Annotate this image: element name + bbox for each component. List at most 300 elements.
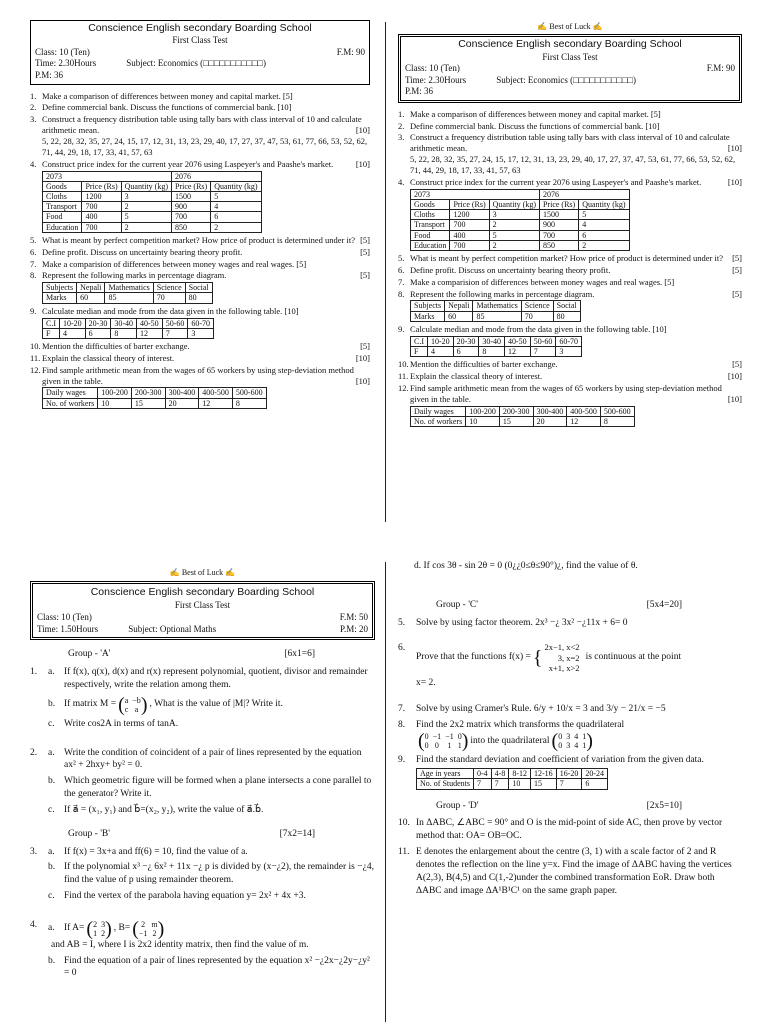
question-6: 6. Prove that the functions f(x) = { 2x−1, x<2 3, x=2 x+1, x>2 is continuous at the point x= 2. <box>398 642 682 688</box>
question-11: 11. E denotes the enlargement about the centre (3, 1) with a scale factor of 2 and R denotes the reflection on the line y=x. Find the image of ΔABC having the vertices A(2,3), B(4,5) and C(1,-2)under the combined transformation EoR. Draw both ΔABC and image ΔA¹B¹C¹ on the same graph paper. <box>398 847 732 896</box>
matrix-entry: 0 <box>434 741 439 751</box>
question-7: 7. Solve by using Cramer's Rule. 6/y + 10/x = 3 and 3/y − 21/x = −5 <box>398 703 666 714</box>
test-name: First Class Test <box>174 599 231 610</box>
question-6 <box>398 265 742 276</box>
table-cell: Social <box>553 301 580 311</box>
table-cell: 400-500 <box>199 388 233 398</box>
question-number: 3. <box>398 132 405 143</box>
question-number: 8. <box>398 288 405 299</box>
table-cell: 15 <box>131 398 165 408</box>
question-number: 7. <box>30 258 37 269</box>
question-number: 5. <box>30 234 37 245</box>
question-number: 6. <box>398 264 405 275</box>
question-text: Define commercial bank. Discuss the functions of commercial bank. [10] <box>42 102 292 113</box>
question-1: 1. a. If f(x), q(x), d(x) and r(x) represent polynomial, quotient, divisor and remainder respectively, write the relation among them. b. If matrix M = ( a −b c a ) , What is the value of |M|? Write it. c. Write cos2A in terms of tanA. <box>30 666 375 733</box>
table-cell: 1200 <box>450 210 489 220</box>
table-row <box>43 328 214 338</box>
wages-table <box>42 387 267 408</box>
center-divider-bottom <box>385 562 386 1022</box>
question-11 <box>398 371 742 382</box>
table-cell: 8-12 <box>509 769 531 779</box>
table-cell: 2 <box>121 202 171 212</box>
question-marks: [10] <box>727 393 742 404</box>
table-cell: 1500 <box>539 210 578 220</box>
table-cell: 400-500 <box>567 406 601 416</box>
question-5 <box>30 235 370 246</box>
table-cell: 200-300 <box>499 406 533 416</box>
matrix-entry: 3 <box>101 919 106 929</box>
year-cell: 2073 <box>43 171 172 181</box>
table-cell: 100-200 <box>466 406 500 416</box>
question-2 <box>30 102 370 113</box>
question-12 <box>30 365 370 387</box>
table-cell: 10 <box>466 416 500 426</box>
full-marks: F.M: 50 <box>339 612 368 623</box>
question-3: 3. a. If f(x) = 3x+a and ff(6) = 10, find the value of a. b. If the polynomial x³ −¿ 6x² + 11x −¿ p is divided by (x−¿2), the remainder is −¿4, find the value of p using remainder theorem. c. Find the vertex of the parabola having equation y= 2x² + 4x +3. <box>30 846 374 901</box>
question-2: 2. a. Write the condition of coincident of a pair of lines represented by the equation ax² + 2hxy+ by² = 0. b. Which geometric figure will be formed when a plane intersects a cone parallel to the generator? Write it. c. If a⃗ = (x₁, y₁) and b⃗=(x₂, y₂), write the value of a⃗.b⃗. <box>30 747 372 815</box>
table-cell: 12 <box>137 328 163 338</box>
table-cell: Price (Rs) <box>539 200 578 210</box>
question-text: Define commercial bank. Discuss the functions of commercial bank. [10] <box>410 120 660 131</box>
table-cell: 700 <box>171 212 210 222</box>
quadrilateral-matrix-1: ( 0 −1 −1 0 0 0 1 1 ) <box>418 730 469 753</box>
table-row <box>43 222 262 232</box>
table-row <box>43 293 213 303</box>
table-cell: 1200 <box>82 192 121 202</box>
table-cell: 2 <box>489 220 539 230</box>
question-number: 1. <box>398 108 405 119</box>
matrix-entry: 1 <box>93 928 98 938</box>
table-cell: No. of workers <box>411 416 466 426</box>
question-number: 9. <box>398 323 405 334</box>
table-cell: 8 <box>232 398 266 408</box>
table-row <box>43 202 262 212</box>
table-row <box>43 181 262 191</box>
table-cell: 10 <box>98 398 132 408</box>
table-cell: Price (Rs) <box>82 181 121 191</box>
table-cell: Mathematics <box>105 283 153 293</box>
question-text: Construct price index for the current year 2076 using Laspeyer's and Paashe's market. <box>42 158 334 169</box>
table-cell: Food <box>43 212 82 222</box>
matrix-a: ( 2 3 1 2 ) <box>86 917 112 940</box>
table-row <box>417 769 608 779</box>
table-cell: 3 <box>121 192 171 202</box>
table-cell: Daily wages <box>43 388 98 398</box>
table-cell: 6 <box>85 328 111 338</box>
question-number: 3. <box>30 114 37 125</box>
question-5: 5. Solve by using factor theorem. 2x³ −¿ 3x² −¿11x + 6= 0 <box>398 617 628 628</box>
question-6 <box>30 247 370 258</box>
table-cell: 4 <box>428 346 454 356</box>
table-cell: 3 <box>188 328 214 338</box>
question-7 <box>30 259 370 270</box>
question-marks: [5] <box>732 264 742 275</box>
question-text: Mention the difficulties of barter exchange. <box>410 359 558 370</box>
question-text: Define profit. Discuss on uncertainty bearing theory profit. <box>410 264 611 275</box>
piecewise-case: 3, x=2 <box>557 652 580 663</box>
table-cell: Education <box>411 240 450 250</box>
matrix-entry: 0 <box>424 741 429 751</box>
table-cell: 100-200 <box>98 388 132 398</box>
table-cell: 3 <box>556 346 582 356</box>
table-cell: 700 <box>450 240 489 250</box>
table-cell: Price (Rs) <box>171 181 210 191</box>
question-marks: [5] <box>360 340 370 351</box>
matrix-entry: 2 <box>141 919 146 929</box>
table-cell: Education <box>43 222 82 232</box>
question-4: 4. a. If A= ( 2 3 1 2 ) , B= ( 2 m −1 2 ) and AB = I, where I is 2x2 identity matrix, then find the value of m. b. Find the equation of a pair of lines represented by the equation x² −¿2x−¿2y−¿y² = 0 <box>30 917 370 979</box>
question-number: 4. <box>398 176 405 187</box>
question-text: Make a comparison of differences between money and capital market. [5] <box>410 108 661 119</box>
subject-label: Subject: Economics (□□□□□□□□□□□) <box>126 58 266 69</box>
exam-header <box>30 20 370 85</box>
table-cell: 5 <box>211 192 261 202</box>
subject-label: Subject: Optional Maths <box>128 624 217 635</box>
table-cell: 7 <box>491 779 509 789</box>
table-cell: 70 <box>153 293 185 303</box>
table-cell: C.I <box>43 318 60 328</box>
table-cell: 8 <box>600 416 634 426</box>
question-number: 4. <box>30 158 37 169</box>
table-cell: 1500 <box>171 192 210 202</box>
matrix-entry: 4 <box>574 732 579 742</box>
table-cell: Marks <box>411 311 445 321</box>
table-row <box>411 200 630 210</box>
matrix-entry: c <box>124 704 129 714</box>
table-cell: 4 <box>579 220 629 230</box>
question-text: Calculate median and mode from the data given in the following table. [10] <box>410 323 667 334</box>
table-cell: 12 <box>505 346 531 356</box>
table-cell: 12-16 <box>531 769 557 779</box>
question-text: Make a comparision of differences between money wages and real wages. [5] <box>42 258 307 269</box>
group-d-heading: Group - 'D' [2x5=10] <box>436 800 682 811</box>
table-cell: 20-30 <box>85 318 111 328</box>
class-label: Class: 10 (Ten) <box>405 63 460 74</box>
table-cell: 60 <box>77 293 105 303</box>
table-cell: Quantity (kg) <box>121 181 171 191</box>
question-text: What is meant by perfect competition market? How price of product is determined under it? <box>410 252 723 263</box>
question-8 <box>398 289 742 300</box>
question-marks: [10] <box>727 370 742 381</box>
piecewise-cases <box>544 642 579 673</box>
data-values: 5, 22, 28, 32, 35, 27, 24, 15, 17, 12, 31, 13, 23, 29, 40, 17, 27, 37, 47, 53, 61, 77, 66, 53, 52, 62, 71, 44, 29, 18, 17, 33, 41, 57, 63 <box>410 154 736 176</box>
test-name: First Class Test <box>172 35 228 46</box>
table-row <box>411 346 582 356</box>
question-marks: [5] <box>360 234 370 245</box>
class-interval-table <box>410 336 582 357</box>
question-number: 1. <box>30 90 37 101</box>
table-cell: 30-40 <box>479 336 505 346</box>
table-cell: 5 <box>489 230 539 240</box>
question-11 <box>30 353 370 364</box>
year-cell: 2076 <box>171 171 261 181</box>
wages-table <box>410 406 635 427</box>
question-5 <box>398 253 742 264</box>
matrix-entry: 2 <box>93 919 98 929</box>
table-cell: Goods <box>43 181 82 191</box>
table-cell: Marks <box>43 293 77 303</box>
table-cell: 60 <box>445 311 473 321</box>
time-label: Time: 2.30Hours <box>35 58 97 69</box>
question-text: Construct a frequency distribution table using tally bars with class interval of 10 and calculate arithmetic mean. <box>410 132 730 154</box>
question-9 <box>398 324 742 335</box>
table-cell: 4 <box>60 328 86 338</box>
table-cell: 15 <box>531 779 557 789</box>
question-marks: [5] <box>732 252 742 263</box>
matrix-entry: 1 <box>582 741 587 751</box>
table-cell: 40-50 <box>505 336 531 346</box>
question-1 <box>30 91 370 102</box>
exam-header <box>30 581 375 641</box>
table-cell: Age in years <box>417 769 474 779</box>
table-cell: 20-30 <box>453 336 479 346</box>
matrix-entry: a <box>124 695 129 705</box>
table-cell: 50-60 <box>162 318 188 328</box>
table-cell: Subjects <box>411 301 445 311</box>
question-number: 11. <box>30 352 41 363</box>
matrix-entry: 0 <box>558 741 563 751</box>
question-text: Find sample arithmetic mean from the wages of 65 workers by using step-deviation method given in the table. <box>42 364 354 386</box>
question-4d: d. If cos 3θ - sin 2θ = 0 (0¿¿0≤θ≤90°)¿, find the value of θ. <box>414 561 638 571</box>
full-marks: F.M: 90 <box>336 46 365 57</box>
table-cell: 7 <box>530 346 556 356</box>
table-cell: 12 <box>567 416 601 426</box>
question-list <box>30 91 370 409</box>
school-name: Conscience English secondary Boarding School <box>90 585 315 598</box>
table-cell: 60-70 <box>188 318 214 328</box>
table-cell: 10-20 <box>60 318 86 328</box>
matrix-entry: −b <box>132 695 141 705</box>
table-cell: 80 <box>185 293 212 303</box>
matrix-m: ( a −b c a ) <box>118 693 148 716</box>
question-number: 10. <box>398 359 409 370</box>
marks-table <box>42 282 213 303</box>
table-cell: 15 <box>499 416 533 426</box>
table-cell: 900 <box>171 202 210 212</box>
table-row <box>411 210 630 220</box>
table-cell: 4 <box>211 202 261 212</box>
question-number: 7. <box>398 276 405 287</box>
center-divider-top <box>385 22 386 522</box>
marks-table <box>410 300 581 321</box>
question-text: Make a comparison of differences between money and capital market. [5] <box>42 90 293 101</box>
question-4 <box>30 159 370 170</box>
question-text: Explain the classical theory of interest. <box>410 370 543 381</box>
table-row <box>411 311 581 321</box>
table-cell: Cloths <box>43 192 82 202</box>
table-cell: 7 <box>474 779 492 789</box>
full-marks: F.M: 90 <box>706 63 735 74</box>
table-cell: 6 <box>211 212 261 222</box>
table-cell: 8 <box>479 346 505 356</box>
data-values: 5, 22, 28, 32, 35, 27, 24, 15, 17, 12, 31, 13, 23, 29, 40, 17, 27, 37, 47, 53, 61, 77, 66, 53, 52, 62, 71, 44, 29, 18, 17, 33, 41, 57, 63 <box>42 136 368 157</box>
question-10 <box>398 359 742 370</box>
table-cell: 8 <box>111 328 137 338</box>
table-row <box>43 398 267 408</box>
matrix-entry: m <box>151 919 158 929</box>
best-of-luck: ✍ Best of Luck ✍ <box>537 22 603 31</box>
piecewise-case: x+1, x>2 <box>548 662 580 673</box>
question-number: 12. <box>30 364 41 375</box>
age-table <box>416 768 608 789</box>
table-cell: 700 <box>82 202 121 212</box>
question-marks: [10] <box>355 158 370 169</box>
quadrilateral-matrix-2: ( 0 3 4 1 0 3 4 1 ) <box>551 730 593 753</box>
question-text: Define profit. Discuss on uncertainty bearing theory profit. <box>42 246 243 257</box>
school-name: Conscience English secondary Boarding School <box>458 38 682 51</box>
question-number: 5. <box>398 252 405 263</box>
question-marks: [5] <box>732 288 742 299</box>
matrix-b: ( 2 m −1 2 ) <box>132 917 165 940</box>
year-cell: 2073 <box>411 189 540 199</box>
matrix-entry: 0 <box>558 732 563 742</box>
question-marks: [10] <box>727 143 742 154</box>
question-marks: [10] <box>355 352 370 363</box>
q1a-text: If f(x), q(x), d(x) and r(x) represent polynomial, quotient, divisor and remainder respectively, write the relation among them. <box>64 667 368 691</box>
question-12 <box>398 383 742 405</box>
table-cell: Subjects <box>43 283 77 293</box>
matrix-entry: 1 <box>582 732 587 742</box>
table-cell: 10 <box>509 779 531 789</box>
question-text: Construct price index for the current year 2076 using Laspeyer's and Paashe's market. <box>410 176 702 187</box>
school-name: Conscience English secondary Boarding School <box>88 22 312 34</box>
table-cell: 5 <box>579 210 629 220</box>
matrix-entry: 2 <box>152 928 157 938</box>
table-row <box>417 779 608 789</box>
question-2 <box>398 121 742 132</box>
table-cell: Transport <box>43 202 82 212</box>
table-cell: 200-300 <box>131 388 165 398</box>
question-marks: [5] <box>360 270 370 281</box>
table-cell: 40-50 <box>137 318 163 328</box>
matrix-entry: −1 <box>138 928 148 938</box>
question-list <box>398 109 742 427</box>
exam-header <box>398 34 742 103</box>
question-text: Construct a frequency distribution table using tally bars with class interval of 10 and calculate arithmetic mean. <box>42 114 362 136</box>
time-label: Time: 2.30Hours <box>405 74 467 85</box>
table-cell: 7 <box>556 779 582 789</box>
table-cell: 30-40 <box>111 318 137 328</box>
table-row <box>43 388 267 398</box>
table-cell: Food <box>411 230 450 240</box>
question-8: 8. Find the 2x2 matrix which transforms the quadrilateral ( 0 −1 −1 0 0 0 1 1 ) into the quadrilateral ( 0 3 4 1 0 3 4 1 ) <box>398 719 625 753</box>
matrix-entry: −1 <box>432 732 442 742</box>
best-of-luck: ✍ Best of Luck ✍ <box>169 568 236 577</box>
table-cell: Quantity (kg) <box>489 200 539 210</box>
matrix-entry: 0 <box>457 732 462 742</box>
question-text: Calculate median and mode from the data given in the following table. [10] <box>42 305 299 316</box>
table-cell: 12 <box>199 398 233 408</box>
table-cell: Nepali <box>77 283 105 293</box>
table-cell: 850 <box>171 222 210 232</box>
table-cell: Mathematics <box>473 301 521 311</box>
table-cell: 80 <box>553 311 580 321</box>
price-index-table <box>410 189 630 251</box>
table-cell: 400 <box>82 212 121 222</box>
question-number: 6. <box>30 246 37 257</box>
question-4 <box>398 177 742 188</box>
table-row <box>411 406 635 416</box>
table-cell: 4-8 <box>491 769 509 779</box>
table-cell: 3 <box>489 210 539 220</box>
exam-page-economics-1 <box>30 20 370 525</box>
question-8 <box>30 270 370 281</box>
question-text: Find sample arithmetic mean from the wages of 65 workers by using step-deviation method given in the table. <box>410 382 722 404</box>
question-marks: [10] <box>355 375 370 386</box>
table-cell: Price (Rs) <box>450 200 489 210</box>
question-number: 2. <box>398 120 405 131</box>
pass-marks: P.M: 36 <box>405 86 434 97</box>
table-row <box>43 192 262 202</box>
question-10 <box>30 341 370 352</box>
table-cell: 6 <box>582 779 608 789</box>
matrix-entry: 2 <box>101 928 106 938</box>
table-cell: 2 <box>489 240 539 250</box>
table-cell: 2 <box>211 222 261 232</box>
pass-marks: P.M: 36 <box>35 69 64 80</box>
table-cell: 20 <box>165 398 199 408</box>
question-number: 12. <box>398 382 409 393</box>
table-row <box>43 318 214 328</box>
test-name: First Class Test <box>542 51 598 62</box>
table-cell: 700 <box>450 220 489 230</box>
question-9: 9. Find the standard deviation and coefficient of variation from the given data. Age in years 0-4 4-8 8-12 12-16 16-20 20-24 No. of Students 7 7 10 15 7 6 <box>398 755 704 789</box>
table-cell: 850 <box>539 240 578 250</box>
table-row <box>43 212 262 222</box>
q1c-text: Write cos2A in terms of tanA. <box>64 718 179 729</box>
table-cell: 5 <box>121 212 171 222</box>
table-cell: Nepali <box>445 301 473 311</box>
question-text: Represent the following marks in percentage diagram. <box>410 288 595 299</box>
exam-page-economics-2 <box>398 22 742 527</box>
question-number: 9. <box>30 305 37 316</box>
table-cell: 0-4 <box>474 769 492 779</box>
table-cell: Transport <box>411 220 450 230</box>
subject-label: Subject: Economics (□□□□□□□□□□□) <box>496 74 636 85</box>
table-cell: Goods <box>411 200 450 210</box>
table-cell: 500-600 <box>232 388 266 398</box>
table-row <box>411 230 630 240</box>
matrix-entry: 0 <box>424 732 429 742</box>
table-cell: 60-70 <box>556 336 582 346</box>
table-cell: 7 <box>162 328 188 338</box>
time-label: Time: 1.50Hours <box>37 624 99 635</box>
table-cell: 85 <box>105 293 153 303</box>
question-text: Represent the following marks in percentage diagram. <box>42 270 227 281</box>
table-cell: 10-20 <box>428 336 454 346</box>
table-cell: 20-24 <box>582 769 608 779</box>
table-cell: 6 <box>453 346 479 356</box>
table-row <box>411 416 635 426</box>
table-cell: 700 <box>539 230 578 240</box>
table-cell: F <box>411 346 428 356</box>
table-cell: 85 <box>473 311 521 321</box>
table-cell: Science <box>521 301 553 311</box>
piecewise-case: 2x−1, x<2 <box>544 642 580 653</box>
class-label: Class: 10 (Ten) <box>35 46 90 57</box>
question-marks: [5] <box>732 359 742 370</box>
table-cell: 2 <box>579 240 629 250</box>
table-cell: 50-60 <box>530 336 556 346</box>
question-text: Explain the classical theory of interest. <box>42 352 175 363</box>
class-label: Class: 10 (Ten) <box>37 612 92 623</box>
question-marks: [10] <box>355 125 370 136</box>
price-index-table <box>42 171 262 233</box>
question-marks: [10] <box>727 176 742 187</box>
table-cell: 300-400 <box>533 406 567 416</box>
class-interval-table <box>42 318 214 339</box>
table-cell: 500-600 <box>600 406 634 416</box>
